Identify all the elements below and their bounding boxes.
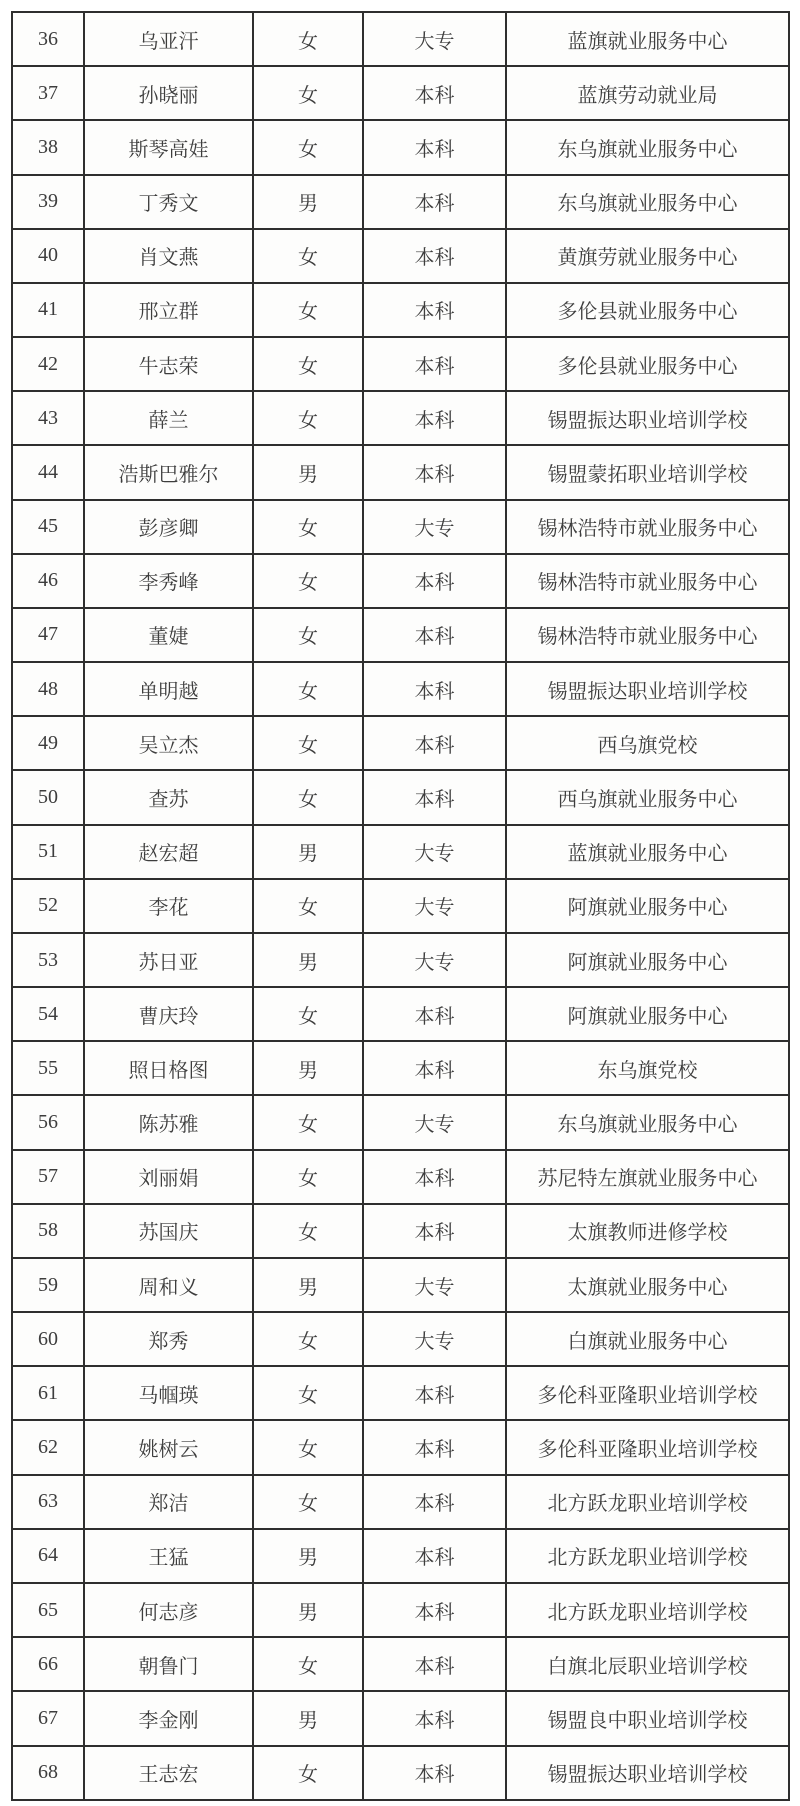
cell-name: 吴立杰 xyxy=(84,716,253,770)
cell-work-unit: 锡盟蒙拓职业培训学校 xyxy=(506,445,789,499)
cell-gender: 女 xyxy=(253,1475,363,1529)
table-row xyxy=(12,608,789,662)
cell-education: 本科 xyxy=(363,1583,506,1637)
cell-gender: 女 xyxy=(253,554,363,608)
cell-work-unit: 苏尼特左旗就业服务中心 xyxy=(506,1150,789,1204)
cell-name: 照日格图 xyxy=(84,1041,253,1095)
cell-gender: 女 xyxy=(253,1637,363,1691)
cell-gender: 女 xyxy=(253,1746,363,1801)
cell-name: 浩斯巴雅尔 xyxy=(84,445,253,499)
cell-name: 邢立群 xyxy=(84,283,253,337)
cell-education: 本科 xyxy=(363,1366,506,1420)
cell-gender: 男 xyxy=(253,933,363,987)
cell-work-unit: 东乌旗就业服务中心 xyxy=(506,120,789,174)
cell-number: 52 xyxy=(12,879,84,933)
cell-name: 薛兰 xyxy=(84,391,253,445)
cell-work-unit: 多伦科亚隆职业培训学校 xyxy=(506,1420,789,1474)
cell-gender: 女 xyxy=(253,879,363,933)
table-row xyxy=(12,1691,789,1745)
cell-name: 刘丽娟 xyxy=(84,1150,253,1204)
cell-name: 苏国庆 xyxy=(84,1204,253,1258)
cell-education: 本科 xyxy=(363,66,506,120)
cell-gender: 男 xyxy=(253,1691,363,1745)
table-row xyxy=(12,283,789,337)
cell-name: 郑秀 xyxy=(84,1312,253,1366)
cell-name: 彭彦卿 xyxy=(84,500,253,554)
cell-education: 大专 xyxy=(363,825,506,879)
cell-number: 43 xyxy=(12,391,84,445)
cell-education: 本科 xyxy=(363,120,506,174)
cell-gender: 男 xyxy=(253,1258,363,1312)
table-row xyxy=(12,1366,789,1420)
cell-number: 49 xyxy=(12,716,84,770)
cell-work-unit: 阿旗就业服务中心 xyxy=(506,933,789,987)
cell-name: 查苏 xyxy=(84,770,253,824)
cell-gender: 女 xyxy=(253,1095,363,1149)
cell-education: 本科 xyxy=(363,229,506,283)
cell-number: 53 xyxy=(12,933,84,987)
cell-number: 56 xyxy=(12,1095,84,1149)
cell-gender: 女 xyxy=(253,662,363,716)
cell-work-unit: 北方跃龙职业培训学校 xyxy=(506,1583,789,1637)
cell-work-unit: 北方跃龙职业培训学校 xyxy=(506,1475,789,1529)
cell-education: 本科 xyxy=(363,1691,506,1745)
cell-education: 本科 xyxy=(363,1746,506,1801)
cell-work-unit: 白旗就业服务中心 xyxy=(506,1312,789,1366)
cell-number: 42 xyxy=(12,337,84,391)
table-row xyxy=(12,825,789,879)
cell-work-unit: 锡盟振达职业培训学校 xyxy=(506,391,789,445)
cell-name: 朝鲁门 xyxy=(84,1637,253,1691)
table-row xyxy=(12,933,789,987)
cell-education: 本科 xyxy=(363,608,506,662)
table-row xyxy=(12,716,789,770)
cell-work-unit: 西乌旗就业服务中心 xyxy=(506,770,789,824)
cell-work-unit: 多伦科亚隆职业培训学校 xyxy=(506,1366,789,1420)
cell-education: 大专 xyxy=(363,1258,506,1312)
table-row xyxy=(12,445,789,499)
cell-education: 本科 xyxy=(363,554,506,608)
cell-education: 大专 xyxy=(363,12,506,66)
cell-work-unit: 多伦县就业服务中心 xyxy=(506,337,789,391)
cell-number: 63 xyxy=(12,1475,84,1529)
cell-education: 本科 xyxy=(363,391,506,445)
table-row xyxy=(12,1041,789,1095)
cell-number: 61 xyxy=(12,1366,84,1420)
cell-gender: 女 xyxy=(253,500,363,554)
table-row xyxy=(12,662,789,716)
cell-gender: 女 xyxy=(253,229,363,283)
cell-number: 46 xyxy=(12,554,84,608)
cell-work-unit: 多伦县就业服务中心 xyxy=(506,283,789,337)
table-row xyxy=(12,1475,789,1529)
cell-number: 66 xyxy=(12,1637,84,1691)
cell-name: 牛志荣 xyxy=(84,337,253,391)
cell-gender: 男 xyxy=(253,1041,363,1095)
cell-number: 54 xyxy=(12,987,84,1041)
cell-number: 41 xyxy=(12,283,84,337)
cell-name: 赵宏超 xyxy=(84,825,253,879)
cell-education: 本科 xyxy=(363,1150,506,1204)
cell-gender: 女 xyxy=(253,120,363,174)
cell-education: 大专 xyxy=(363,1095,506,1149)
cell-education: 大专 xyxy=(363,500,506,554)
cell-number: 59 xyxy=(12,1258,84,1312)
cell-gender: 男 xyxy=(253,175,363,229)
cell-gender: 女 xyxy=(253,716,363,770)
personnel-roster-body xyxy=(12,12,789,1800)
table-row xyxy=(12,1150,789,1204)
table-row xyxy=(12,120,789,174)
cell-work-unit: 北方跃龙职业培训学校 xyxy=(506,1529,789,1583)
cell-name: 王志宏 xyxy=(84,1746,253,1801)
cell-name: 马帼瑛 xyxy=(84,1366,253,1420)
cell-education: 大专 xyxy=(363,879,506,933)
table-row xyxy=(12,391,789,445)
cell-number: 64 xyxy=(12,1529,84,1583)
cell-gender: 女 xyxy=(253,391,363,445)
cell-education: 本科 xyxy=(363,1529,506,1583)
cell-name: 单明越 xyxy=(84,662,253,716)
cell-education: 本科 xyxy=(363,770,506,824)
cell-number: 36 xyxy=(12,12,84,66)
cell-work-unit: 东乌旗党校 xyxy=(506,1041,789,1095)
cell-name: 曹庆玲 xyxy=(84,987,253,1041)
cell-education: 本科 xyxy=(363,283,506,337)
cell-education: 本科 xyxy=(363,445,506,499)
table-row xyxy=(12,12,789,66)
cell-education: 本科 xyxy=(363,987,506,1041)
cell-number: 37 xyxy=(12,66,84,120)
cell-work-unit: 阿旗就业服务中心 xyxy=(506,987,789,1041)
cell-name: 王猛 xyxy=(84,1529,253,1583)
cell-number: 51 xyxy=(12,825,84,879)
cell-gender: 男 xyxy=(253,825,363,879)
cell-gender: 女 xyxy=(253,283,363,337)
table-row xyxy=(12,1420,789,1474)
cell-work-unit: 西乌旗党校 xyxy=(506,716,789,770)
table-row xyxy=(12,66,789,120)
cell-name: 苏日亚 xyxy=(84,933,253,987)
cell-gender: 女 xyxy=(253,987,363,1041)
table-row xyxy=(12,1095,789,1149)
cell-education: 本科 xyxy=(363,1420,506,1474)
cell-name: 李花 xyxy=(84,879,253,933)
cell-number: 65 xyxy=(12,1583,84,1637)
cell-number: 39 xyxy=(12,175,84,229)
table-row xyxy=(12,987,789,1041)
cell-name: 孙晓丽 xyxy=(84,66,253,120)
cell-work-unit: 锡盟良中职业培训学校 xyxy=(506,1691,789,1745)
cell-number: 44 xyxy=(12,445,84,499)
cell-work-unit: 太旗就业服务中心 xyxy=(506,1258,789,1312)
cell-gender: 女 xyxy=(253,66,363,120)
cell-gender: 女 xyxy=(253,1204,363,1258)
cell-work-unit: 太旗教师进修学校 xyxy=(506,1204,789,1258)
cell-gender: 女 xyxy=(253,1420,363,1474)
cell-work-unit: 锡盟振达职业培训学校 xyxy=(506,1746,789,1801)
cell-gender: 女 xyxy=(253,1366,363,1420)
cell-work-unit: 锡盟振达职业培训学校 xyxy=(506,662,789,716)
cell-number: 67 xyxy=(12,1691,84,1745)
cell-education: 大专 xyxy=(363,933,506,987)
cell-education: 本科 xyxy=(363,1204,506,1258)
table-row xyxy=(12,1583,789,1637)
cell-work-unit: 蓝旗就业服务中心 xyxy=(506,12,789,66)
cell-name: 姚树云 xyxy=(84,1420,253,1474)
cell-number: 40 xyxy=(12,229,84,283)
table-row xyxy=(12,337,789,391)
cell-work-unit: 东乌旗就业服务中心 xyxy=(506,175,789,229)
cell-work-unit: 锡林浩特市就业服务中心 xyxy=(506,554,789,608)
cell-gender: 女 xyxy=(253,337,363,391)
cell-name: 乌亚汗 xyxy=(84,12,253,66)
table-row xyxy=(12,1258,789,1312)
cell-name: 董婕 xyxy=(84,608,253,662)
cell-name: 何志彦 xyxy=(84,1583,253,1637)
cell-education: 本科 xyxy=(363,337,506,391)
cell-number: 57 xyxy=(12,1150,84,1204)
cell-number: 62 xyxy=(12,1420,84,1474)
personnel-roster-table xyxy=(11,11,790,1801)
cell-education: 本科 xyxy=(363,716,506,770)
cell-name: 李金刚 xyxy=(84,1691,253,1745)
cell-gender: 男 xyxy=(253,1529,363,1583)
table-row xyxy=(12,554,789,608)
table-row xyxy=(12,229,789,283)
cell-gender: 男 xyxy=(253,445,363,499)
cell-gender: 女 xyxy=(253,1150,363,1204)
cell-work-unit: 东乌旗就业服务中心 xyxy=(506,1095,789,1149)
cell-education: 本科 xyxy=(363,175,506,229)
table-row xyxy=(12,1204,789,1258)
table-row xyxy=(12,879,789,933)
cell-name: 周和义 xyxy=(84,1258,253,1312)
cell-name: 丁秀文 xyxy=(84,175,253,229)
cell-education: 本科 xyxy=(363,1637,506,1691)
cell-gender: 男 xyxy=(253,1583,363,1637)
table-row xyxy=(12,1746,789,1801)
cell-name: 陈苏雅 xyxy=(84,1095,253,1149)
table-row xyxy=(12,1529,789,1583)
cell-work-unit: 黄旗劳就业服务中心 xyxy=(506,229,789,283)
cell-name: 肖文燕 xyxy=(84,229,253,283)
cell-number: 55 xyxy=(12,1041,84,1095)
cell-number: 60 xyxy=(12,1312,84,1366)
cell-number: 50 xyxy=(12,770,84,824)
cell-education: 大专 xyxy=(363,1312,506,1366)
table-row xyxy=(12,1312,789,1366)
cell-work-unit: 锡林浩特市就业服务中心 xyxy=(506,608,789,662)
cell-name: 斯琴高娃 xyxy=(84,120,253,174)
cell-number: 58 xyxy=(12,1204,84,1258)
cell-education: 本科 xyxy=(363,1475,506,1529)
cell-education: 本科 xyxy=(363,1041,506,1095)
cell-gender: 女 xyxy=(253,608,363,662)
cell-number: 48 xyxy=(12,662,84,716)
cell-number: 47 xyxy=(12,608,84,662)
table-row xyxy=(12,175,789,229)
table-row xyxy=(12,1637,789,1691)
cell-work-unit: 阿旗就业服务中心 xyxy=(506,879,789,933)
cell-gender: 女 xyxy=(253,770,363,824)
cell-gender: 女 xyxy=(253,12,363,66)
cell-number: 45 xyxy=(12,500,84,554)
cell-education: 本科 xyxy=(363,662,506,716)
cell-number: 68 xyxy=(12,1746,84,1801)
cell-name: 郑洁 xyxy=(84,1475,253,1529)
cell-work-unit: 锡林浩特市就业服务中心 xyxy=(506,500,789,554)
table-row xyxy=(12,500,789,554)
cell-work-unit: 蓝旗劳动就业局 xyxy=(506,66,789,120)
cell-work-unit: 蓝旗就业服务中心 xyxy=(506,825,789,879)
cell-work-unit: 白旗北辰职业培训学校 xyxy=(506,1637,789,1691)
table-row xyxy=(12,770,789,824)
cell-gender: 女 xyxy=(253,1312,363,1366)
cell-name: 李秀峰 xyxy=(84,554,253,608)
cell-number: 38 xyxy=(12,120,84,174)
